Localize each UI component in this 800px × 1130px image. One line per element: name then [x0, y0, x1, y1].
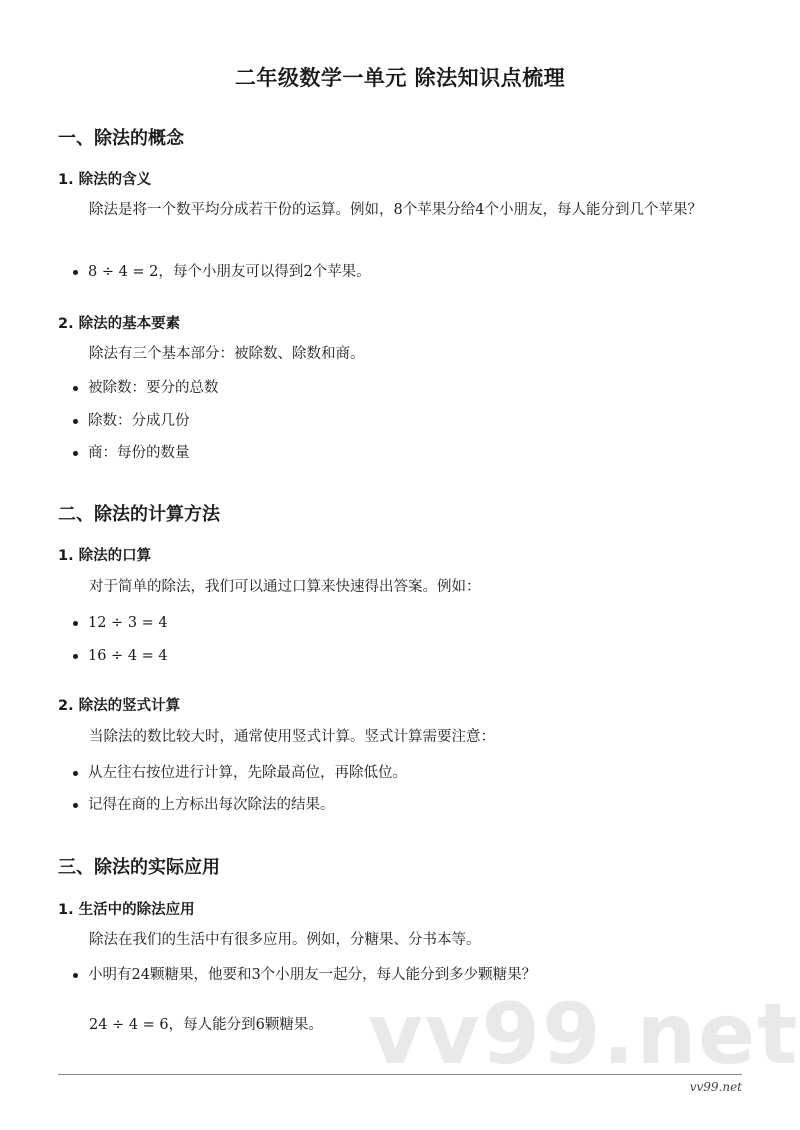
document-title: 二年级数学一单元 除法知识点梳理 [234, 66, 566, 90]
paragraph-real-life-use: 除法在我们的生活中有很多应用。例如，分糖果、分书本等。 [89, 932, 481, 948]
paragraph-vertical-division: 当除法的数比较大时，通常使用竖式计算。竖式计算需要注意： [89, 729, 495, 745]
subsection-heading-2-2: 2. 除法的竖式计算 [58, 698, 181, 714]
list-item [76, 443, 190, 463]
paragraph-division-meaning: 除法是将一个数平均分成若干份的运算。例如，8个苹果分给4个小朋友，每人能分到几个苹果？ [89, 202, 702, 218]
list-item-text: 16 ÷ 4 = 4 [88, 648, 168, 664]
list-item-text: 除数：分成几份 [88, 413, 190, 429]
bullet-icon [73, 771, 78, 776]
subsection-heading-2-1: 1. 除法的口算 [58, 548, 152, 564]
list-item-text: 被除数：要分的总数 [88, 380, 219, 396]
bullet-icon [73, 386, 78, 391]
footer-site: vv99.net [689, 1080, 742, 1094]
bullet-icon [73, 270, 78, 275]
paragraph-mental-math: 对于简单的除法，我们可以通过口算来快速得出答案。例如： [89, 579, 481, 595]
list-item-text: 8 ÷ 4 = 2，每个小朋友可以得到2个苹果。 [88, 264, 371, 280]
list-item [76, 965, 536, 985]
list-item [76, 763, 407, 783]
bullet-icon [73, 803, 78, 808]
list-item-text: 从左往右按位进行计算，先除最高位，再除低位。 [88, 765, 407, 781]
list-item-text: 记得在商的上方标出每次除法的结果。 [88, 797, 335, 813]
section-heading-3: 三、除法的实际应用 [58, 857, 220, 878]
list-item [76, 795, 335, 815]
list-item-text: 商：每份的数量 [88, 445, 190, 461]
subsection-heading-3-1: 1. 生活中的除法应用 [58, 902, 195, 918]
subsection-heading-1-2: 2. 除法的基本要素 [58, 316, 181, 332]
list-item [76, 411, 190, 431]
bullet-icon [73, 973, 78, 978]
bullet-icon [73, 419, 78, 424]
bullet-icon [73, 451, 78, 456]
list-item-text: 小明有24颗糖果，他要和3个小朋友一起分，每人能分到多少颗糖果？ [88, 967, 537, 983]
paragraph-division-elements: 除法有三个基本部分：被除数、除数和商。 [89, 346, 365, 362]
bullet-icon [73, 621, 78, 626]
watermark: vv99.net [368, 985, 800, 1083]
answer-line: 24 ÷ 4 = 6，每人能分到6颗糖果。 [89, 1017, 323, 1033]
subsection-heading-1-1: 1. 除法的含义 [58, 172, 152, 188]
section-heading-1: 一、除法的概念 [58, 128, 184, 149]
footer-divider [58, 1074, 742, 1075]
list-item [76, 262, 371, 282]
list-item [76, 378, 219, 398]
list-item-text: 12 ÷ 3 = 4 [88, 615, 168, 631]
list-item [76, 613, 168, 633]
section-heading-2: 二、除法的计算方法 [58, 504, 220, 525]
bullet-icon [73, 654, 78, 659]
list-item [76, 646, 168, 666]
